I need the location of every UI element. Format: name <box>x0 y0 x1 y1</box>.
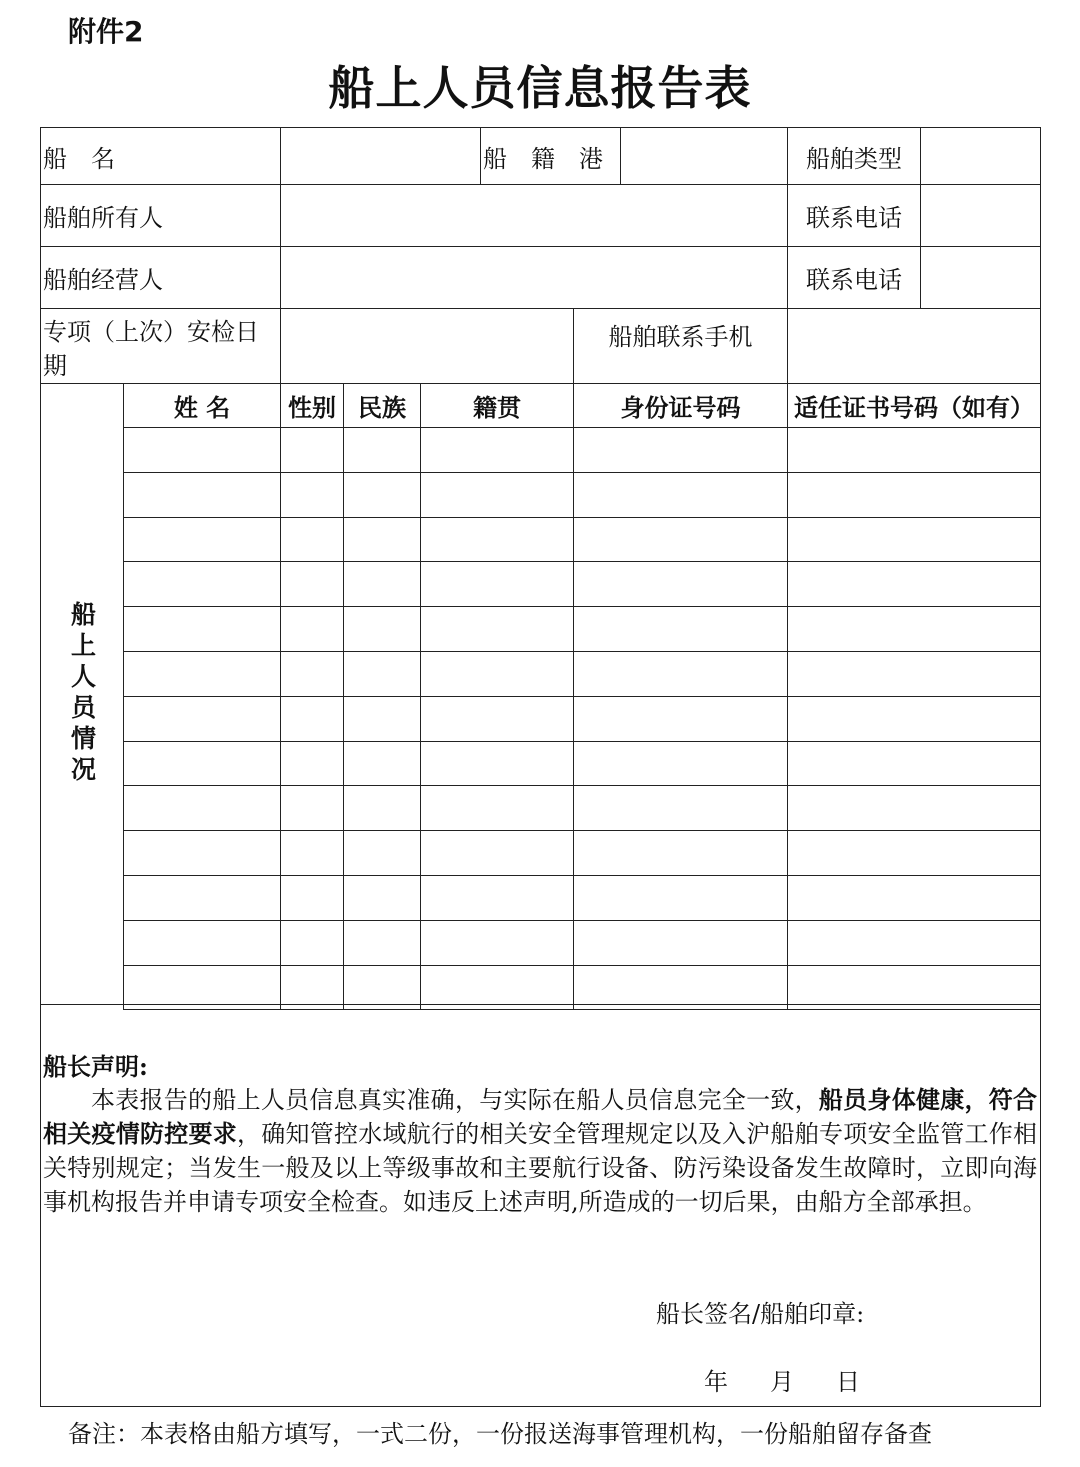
crew-cell-name[interactable] <box>123 741 281 786</box>
crew-cell-ethnicity[interactable] <box>343 875 421 921</box>
crew-cell-gender[interactable] <box>280 472 344 518</box>
captain-signature-label: 船长签名/船舶印章: <box>656 1300 865 1328</box>
crew-cell-certificate[interactable] <box>787 875 1041 921</box>
owner-label: 船舶所有人 <box>40 184 281 247</box>
crew-cell-id-number[interactable] <box>573 561 788 607</box>
operator-label: 船舶经营人 <box>40 246 281 309</box>
crew-cell-name[interactable] <box>123 606 281 652</box>
crew-cell-id-number[interactable] <box>573 606 788 652</box>
footer-note: 备注：本表格由船方填写，一式二份，一份报送海事管理机构，一份船舶留存备查 <box>68 1420 932 1448</box>
crew-cell-id-number[interactable] <box>573 472 788 518</box>
declaration-text: 本表报告的船上人员信息真实准确，与实际在船人员信息完全一致，船员身体健康，符合相关疫情防控要求，确知管控水域航行的相关安全管理规定以及入沪船舶专项安全监管工作相关特别规定；当发生一般及以上等级事故和主要航行设备、防污染设备发生故障时，立即向海事机构报告并申请专项安全检查。如违反上述声明,所造成的一切后果，由船方全部承担。 <box>43 1085 1038 1216</box>
page-title: 船上人员信息报告表 <box>328 61 752 115</box>
crew-cell-id-number[interactable] <box>573 830 788 876</box>
crew-cell-certificate[interactable] <box>787 427 1041 473</box>
crew-cell-gender[interactable] <box>280 606 344 652</box>
crew-cell-certificate[interactable] <box>787 517 1041 562</box>
inspection-date-field[interactable] <box>280 308 574 384</box>
crew-cell-gender[interactable] <box>280 741 344 786</box>
column-header-name: 姓 名 <box>123 383 281 428</box>
ship-name-label: 船 名 <box>40 127 281 185</box>
crew-cell-certificate[interactable] <box>787 561 1041 607</box>
crew-cell-name[interactable] <box>123 920 281 966</box>
column-header-native-place: 籍贯 <box>420 383 574 428</box>
crew-cell-id-number[interactable] <box>573 696 788 742</box>
crew-cell-native-place[interactable] <box>420 875 574 921</box>
crew-cell-gender[interactable] <box>280 517 344 562</box>
crew-cell-certificate[interactable] <box>787 830 1041 876</box>
crew-cell-certificate[interactable] <box>787 785 1041 831</box>
crew-cell-certificate[interactable] <box>787 651 1041 697</box>
crew-cell-native-place[interactable] <box>420 472 574 518</box>
crew-cell-ethnicity[interactable] <box>343 741 421 786</box>
column-header-id-number: 身份证号码 <box>573 383 788 428</box>
ship-type-field[interactable] <box>920 127 1041 185</box>
operator-phone-field[interactable] <box>920 246 1041 309</box>
registry-port-label: 船 籍 港 <box>480 127 621 185</box>
crew-cell-certificate[interactable] <box>787 920 1041 966</box>
crew-cell-gender[interactable] <box>280 696 344 742</box>
crew-cell-gender[interactable] <box>280 830 344 876</box>
crew-cell-native-place[interactable] <box>420 561 574 607</box>
ship-type-label: 船舶类型 <box>787 127 921 185</box>
registry-port-field[interactable] <box>620 127 788 185</box>
crew-cell-name[interactable] <box>123 875 281 921</box>
crew-cell-ethnicity[interactable] <box>343 606 421 652</box>
crew-cell-name[interactable] <box>123 696 281 742</box>
crew-cell-certificate[interactable] <box>787 696 1041 742</box>
owner-field[interactable] <box>280 184 788 247</box>
crew-cell-certificate[interactable] <box>787 606 1041 652</box>
crew-section-label: 船上人员情况 <box>67 601 97 787</box>
crew-cell-native-place[interactable] <box>420 606 574 652</box>
crew-cell-id-number[interactable] <box>573 875 788 921</box>
crew-cell-certificate[interactable] <box>787 472 1041 518</box>
crew-cell-native-place[interactable] <box>420 427 574 473</box>
column-header-gender: 性别 <box>280 383 344 428</box>
crew-cell-name[interactable] <box>123 830 281 876</box>
owner-phone-field[interactable] <box>920 184 1041 247</box>
declaration-bold-text: 船员身体健康，符合相关疫情防控要求 <box>43 1085 1038 1148</box>
column-header-ethnicity: 民族 <box>343 383 421 428</box>
crew-cell-native-place[interactable] <box>420 517 574 562</box>
crew-cell-ethnicity[interactable] <box>343 472 421 518</box>
crew-cell-name[interactable] <box>123 785 281 831</box>
crew-cell-gender[interactable] <box>280 920 344 966</box>
crew-cell-ethnicity[interactable] <box>343 696 421 742</box>
crew-cell-ethnicity[interactable] <box>343 785 421 831</box>
declaration-title: 船长声明: <box>43 1052 148 1081</box>
crew-cell-gender[interactable] <box>280 875 344 921</box>
crew-cell-ethnicity[interactable] <box>343 830 421 876</box>
mobile-label: 船舶联系手机 <box>573 308 788 384</box>
crew-cell-id-number[interactable] <box>573 785 788 831</box>
operator-phone-label: 联系电话 <box>787 246 921 309</box>
crew-cell-gender[interactable] <box>280 651 344 697</box>
crew-cell-gender[interactable] <box>280 785 344 831</box>
crew-cell-ethnicity[interactable] <box>343 561 421 607</box>
signature-date: 年 月 日 <box>704 1368 860 1396</box>
crew-cell-native-place[interactable] <box>420 696 574 742</box>
crew-cell-name[interactable] <box>123 427 281 473</box>
owner-phone-label: 联系电话 <box>787 184 921 247</box>
crew-cell-gender[interactable] <box>280 561 344 607</box>
ship-name-field[interactable] <box>280 127 481 185</box>
crew-cell-ethnicity[interactable] <box>343 427 421 473</box>
crew-cell-ethnicity[interactable] <box>343 920 421 966</box>
crew-cell-ethnicity[interactable] <box>343 651 421 697</box>
crew-cell-gender[interactable] <box>280 427 344 473</box>
crew-cell-name[interactable] <box>123 561 281 607</box>
inspection-date-label: 专项（上次）安检日 期 <box>40 308 281 384</box>
crew-cell-name[interactable] <box>123 651 281 697</box>
crew-cell-id-number[interactable] <box>573 741 788 786</box>
crew-cell-native-place[interactable] <box>420 785 574 831</box>
crew-cell-id-number[interactable] <box>573 517 788 562</box>
declaration-section <box>40 1004 1041 1407</box>
mobile-field[interactable] <box>787 308 1041 384</box>
crew-cell-native-place[interactable] <box>420 920 574 966</box>
attachment-label: 附件2 <box>68 15 144 48</box>
crew-cell-native-place[interactable] <box>420 830 574 876</box>
crew-cell-ethnicity[interactable] <box>343 517 421 562</box>
column-header-certificate: 适任证书号码（如有） <box>787 383 1041 428</box>
crew-cell-id-number[interactable] <box>573 920 788 966</box>
crew-cell-id-number[interactable] <box>573 651 788 697</box>
crew-cell-native-place[interactable] <box>420 651 574 697</box>
crew-cell-name[interactable] <box>123 517 281 562</box>
operator-field[interactable] <box>280 246 788 309</box>
crew-cell-id-number[interactable] <box>573 427 788 473</box>
crew-cell-certificate[interactable] <box>787 741 1041 786</box>
crew-cell-name[interactable] <box>123 472 281 518</box>
crew-cell-native-place[interactable] <box>420 741 574 786</box>
